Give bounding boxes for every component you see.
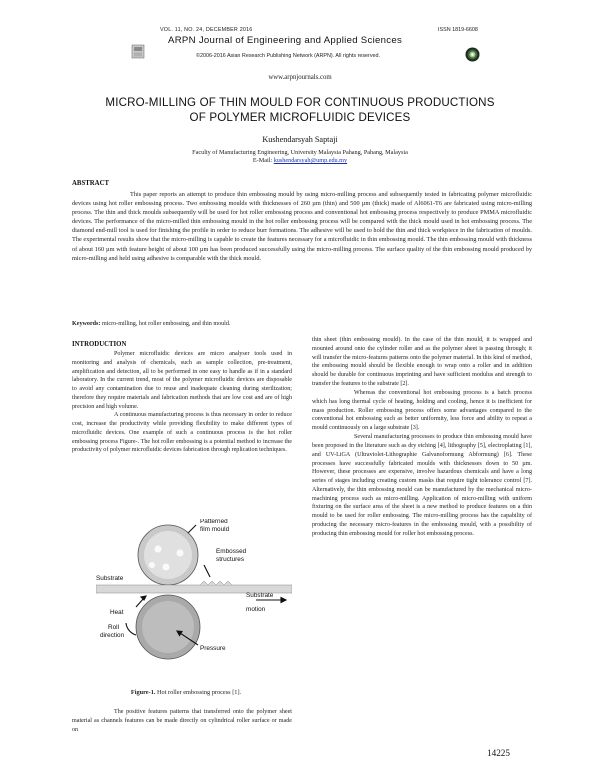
page-number: 14225 bbox=[487, 748, 510, 758]
email-link[interactable]: kushendarsyah@ump.edu.my bbox=[273, 157, 348, 164]
left-column bbox=[72, 350, 292, 455]
label-substrate: Substrate bbox=[96, 575, 124, 582]
right-column bbox=[312, 336, 532, 538]
label-substrate-motion: Substrate bbox=[246, 592, 274, 599]
label-patterned-mould-2: film mould bbox=[200, 526, 230, 533]
bottom-roller bbox=[136, 595, 200, 659]
label-roll-2: direction bbox=[100, 632, 125, 639]
intro-paragraph-4: thin sheet (thin embossing mould). In the case of the thin mould, it is wrapped and mounted around onto the cylinder roller and as the polymer sheet is passing through; it will transfer the micro-features patterns onto the polymer material. In this kind of method, the embossing mould should be flexible enough to wrap onto a roller and in addition should be durable for continuous imprinting and have sufficient modulus and strength to transfer the features to the substrate [2]. bbox=[312, 337, 532, 387]
author-name: Kushendarsyah Saptaji bbox=[262, 135, 338, 144]
intro-paragraph-3: The positive features patterns that transferred onto the polymer sheet material as channels features can be made directly on cylindrical roller surface or made on bbox=[72, 709, 292, 733]
label-heat: Heat bbox=[110, 609, 124, 616]
label-roll: Roll bbox=[108, 624, 120, 631]
volume-info: VOL. 11, NO. 24, DECEMBER 2016 bbox=[160, 27, 253, 33]
keywords-label: Keywords: bbox=[72, 321, 101, 327]
intro-paragraph-1: Polymer microfluidic devices are micro analyser tools used in monitoring and analysis of chemicals, such as sample collection, pre-treatment, amplification and detection, all to be performed in one easy to handle as if in a standard laboratory. In the current trend, most of the polymer microfluidic devices are disposable to avoid any contamination due to reuse and inadequate cleaning during sterilization; therefore they require materials and fabrication methods that are low cost and are of high precision and high volume. bbox=[72, 351, 292, 410]
copyright-notice: ©2006-2016 Asian Research Publishing Network (ARPN). All rights reserved. bbox=[196, 53, 381, 59]
label-embossed: Embossed bbox=[216, 548, 247, 555]
email-label: E-Mail: bbox=[252, 157, 274, 164]
figure-caption-label: Figure-1. bbox=[130, 689, 156, 696]
journal-seal-icon bbox=[465, 47, 480, 62]
issn: ISSN 1819-6608 bbox=[438, 27, 478, 33]
title-line-2: OF POLYMER MICROFLUIDIC DEVICES bbox=[189, 111, 411, 124]
hot-roller-embossing-figure bbox=[96, 519, 292, 667]
journal-url[interactable]: www.arpnjournals.com bbox=[268, 74, 332, 81]
top-roller bbox=[138, 525, 198, 585]
figure-caption bbox=[96, 689, 276, 696]
label-patterned-mould: Patterned bbox=[200, 519, 228, 525]
intro-paragraph-5: Whereas the conventional hot embossing process is a batch process which has long thermal cycle of heating, holding and cooling, hence it is inefficient for mass production. Roller embossing process offers some advantages compared to the conventional hot embossing such as better uniformity, less force and ability to repeat a mould continuously on a large substrate [3]. bbox=[312, 390, 532, 431]
keywords bbox=[72, 321, 532, 327]
author-affiliation: Faculty of Manufacturing Engineering, University Malaysia Pahang, Pahang, Malaysia bbox=[192, 149, 408, 156]
intro-paragraph-6: Several manufacturing processes to produce thin embossing mould have been proposed in the literature such as dry etching [4], lithography [5], electroplating [1], and UV-LiGA (Ultraviolet-Lithographie Galvanoformung Abformung) [6]. These processes have successfully fabricated moulds with thicknesses down to 50 µm. However, these processes are expensive, involve hazardous chemicals and have a long series of stages including creating custom masks that require tight tolerance control [7]. Alternatively, the thin embossing mould can be manufactured by the mechanical micro-machining process such as micro-milling. Application of micro-milling with uniform fixturing on the surface area of the sheet is a new method to produce features on a thin mould to be used for roller embossing. The micro-milling process has the capability of producing the necessary micro-features in the embossing mould, with a possibility of producing thin embossing mould for roller hot embossing process. bbox=[312, 434, 532, 537]
label-embossed-2: structures bbox=[216, 556, 245, 563]
title-line-1: MICRO-MILLING OF THIN MOULD FOR CONTINUOUS PRODUCTIONS bbox=[105, 96, 495, 109]
author-email-line bbox=[0, 157, 600, 164]
label-substrate-motion-2: motion bbox=[246, 606, 266, 613]
introduction-heading: INTRODUCTION bbox=[72, 341, 127, 348]
paper-title bbox=[40, 95, 560, 125]
intro-paragraph-2: A continuous manufacturing process is thus necessary in order to reduce cost, increase the productivity while providing flexibility to make different types of microfluidic devices. One example of such a continuous process is the hot roller embossing process Figure-. The hot roller embossing is a potential method to increase the productivity of polymer microfluidic devices fabrication through replication techniques. bbox=[72, 412, 292, 454]
abstract-heading: ABSTRACT bbox=[72, 180, 110, 187]
abstract-text: This paper reports an attempt to produce thin embossing mould by using micro-milling process and subsequently tested in fabricating polymer microfluidic devices using hot roller embossing process. Two embossing moulds with thicknesses of 260 µm (thin) and 500 µm (thick) made of Al6061-T6 are fabricated using micro-milling process. The thin and thick moulds subsequently will be used for hot roller embossing process and conventional hot embossing process respectively to produce PMMA microfluidic devices. The performance of the micro-milled thin embossing mould in the hot roller embossing process will be compared with the thick mould used in hot embossing process. The diamond end-mill tool is used for finishing the profile in order to reduce burr formations. The adhesive will be used to hold the thin and thick workpiece in the fabrication of moulds. The experimental results show that the micro-milling is capable to create the features necessary for a microfluidic in thin embossing mould. The thin embossing mould with thickness of about 160 µm with feature height of about 100 µm has been produced successfully using the micro-milling process. The surface quality of the thin embossing mould produced by micro-milling and held using adhesive is comparable with the thick mould. bbox=[72, 191, 532, 262]
arpn-logo-icon bbox=[131, 44, 145, 59]
keywords-list: micro-milling, hot roller embossing, and thin mould. bbox=[100, 321, 231, 327]
figure-caption-text: Hot roller embossing process [1]. bbox=[155, 689, 242, 696]
label-pressure: Pressure bbox=[200, 645, 226, 652]
journal-name: ARPN Journal of Engineering and Applied Sciences bbox=[168, 35, 403, 46]
